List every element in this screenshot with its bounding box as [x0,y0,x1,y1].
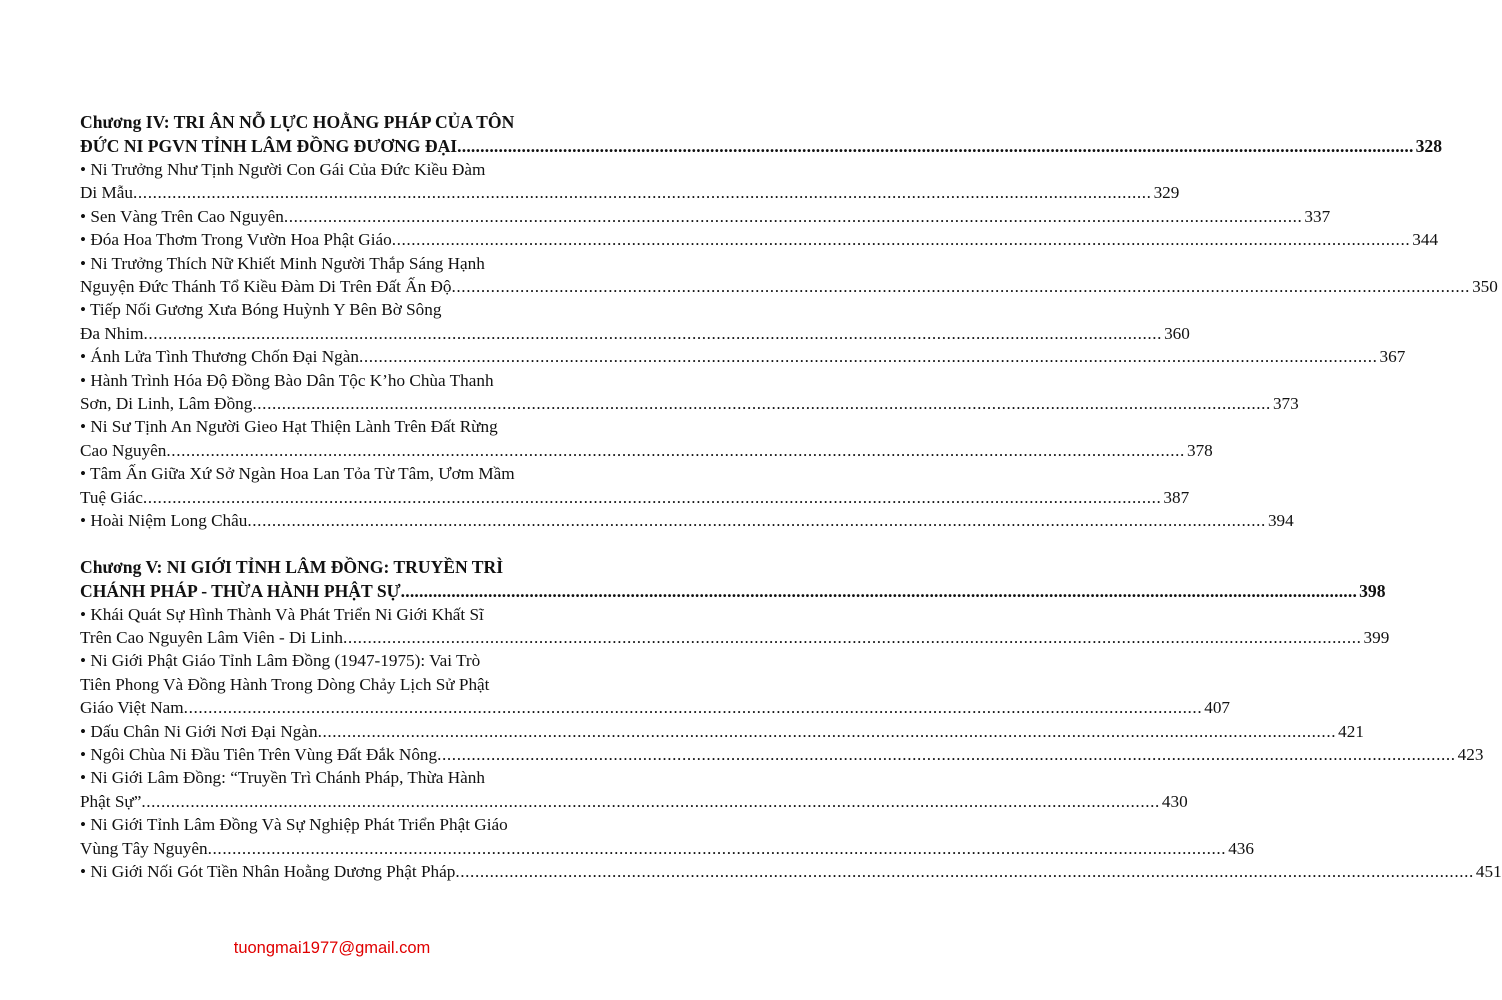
page-number: 328 [1415,136,1442,156]
toc-entry-text: Phật Sự” [80,791,142,811]
page-number: 344 [1412,230,1439,250]
toc-entry-line [80,275,1498,298]
chapter-title-line [80,579,1386,603]
toc-entry-line [80,790,1188,813]
toc-entry-line: • Ni Trưởng Thích Nữ Khiết Minh Người Thắp Sáng Hạnh [80,253,485,273]
page-number: 436 [1228,838,1254,858]
toc-entry[interactable] [80,603,1390,650]
toc-entry-text: Di Mẫu [80,183,133,203]
dot-leader [452,277,1471,296]
toc-entry-line [80,439,1213,462]
toc-entry-text: • Ni Giới Nối Gót Tiền Nhân Hoằng Dương Phật Pháp [80,861,456,881]
toc-entry[interactable] [80,813,1254,860]
toc-entry-text: • Đóa Hoa Thơm Trong Vườn Hoa Phật Giáo [80,230,392,250]
toc-entry-line [80,205,1331,228]
toc-entry-text: • Sen Vàng Trên Cao Nguyên [80,206,284,226]
toc-entry-line [80,228,1439,251]
toc-entry-line [80,860,1502,883]
page-number: 329 [1153,183,1180,203]
dot-leader [343,628,1362,647]
dot-leader [144,324,1163,343]
toc-entry[interactable] [80,158,1180,205]
chapter-title-text: CHÁNH PHÁP - THỪA HÀNH PHẬT SỰ [80,580,401,601]
toc-entry-text: • Dấu Chân Ni Giới Nơi Đại Ngàn [80,721,318,741]
dot-leader [252,394,1271,413]
toc-entry-line: • Ni Sư Tịnh An Người Gieo Hạt Thiện Lành Trên Đất Rừng [80,417,498,437]
toc-entry-text: • Ngôi Chùa Ni Đầu Tiên Trên Vùng Đất Đắk Nông [80,744,438,764]
toc-entry-line [80,743,1484,766]
page-number: 387 [1163,487,1190,507]
chapter-title-line: Chương IV: TRI ÂN NỖ LỰC HOẰNG PHÁP CỦA TÔN [80,112,515,132]
page-number: 451 [1475,861,1502,881]
toc-entry-text: Đa Nhim [80,323,144,343]
toc-entry-text: Nguyện Đức Thánh Tổ Kiều Đàm Di Trên Đất Ấn Độ [80,277,452,297]
dot-leader [143,488,1162,507]
toc-entry[interactable] [80,462,1190,509]
toc-chapter [80,110,1498,533]
page-number: 430 [1161,791,1188,811]
toc-entry[interactable] [80,228,1439,251]
table-of-contents [80,98,1502,883]
page-number: 407 [1204,698,1231,718]
toc-entry-line: Tiên Phong Và Đồng Hành Trong Dòng Chảy Lịch Sử Phật [80,674,490,694]
toc-entry-line [80,696,1231,719]
toc-entry[interactable] [80,860,1502,883]
toc-entry[interactable] [80,509,1294,532]
toc-entry[interactable] [80,252,1498,299]
toc-entry-text: Giáo Việt Nam [80,698,184,718]
dot-leader [184,698,1203,717]
toc-entry-line: • Ni Giới Tỉnh Lâm Đồng Và Sự Nghiệp Phát Triển Phật Giáo [80,815,508,835]
toc-entry-line [80,509,1294,532]
toc-entry-line [80,392,1299,415]
toc-entry-line [80,322,1190,345]
dot-leader [437,745,1456,764]
chapter-title-text: ĐỨC NI PGVN TỈNH LÂM ĐỒNG ĐƯƠNG ĐẠI [80,136,458,156]
page-number: 421 [1338,721,1364,741]
toc-entry[interactable] [80,205,1331,228]
toc-entry-line: • Ni Giới Lâm Đồng: “Truyền Trì Chánh Pháp, Thừa Hành [80,768,485,788]
toc-entry-line: • Ni Giới Phật Giáo Tỉnh Lâm Đồng (1947-1975): Vai Trò [80,651,481,671]
page-number: 423 [1457,744,1484,764]
toc-entry[interactable] [80,649,1231,719]
page-number: 350 [1472,277,1498,297]
page-number: 367 [1379,347,1406,367]
dot-leader [208,839,1227,858]
toc-entry-line [80,345,1406,368]
toc-entry-line: • Ni Trưởng Như Tịnh Người Con Gái Của Đức Kiều Đàm [80,160,486,179]
toc-entry[interactable] [80,720,1364,743]
chapter-title-line: Chương V: NI GIỚI TỈNH LÂM ĐỒNG: TRUYỀN TRÌ [80,556,504,577]
toc-entry[interactable] [80,415,1213,462]
dot-leader [133,183,1152,202]
toc-entry-text: • Hoài Niệm Long Châu [80,511,248,531]
toc-entry-text: Tuệ Giác [80,487,143,507]
page-number: 399 [1363,627,1390,647]
page-number: 337 [1304,206,1331,226]
toc-entry[interactable] [80,345,1406,368]
dot-leader [359,347,1378,366]
dot-leader [141,792,1160,811]
toc-entry-text: • Ánh Lửa Tình Thương Chốn Đại Ngàn [80,347,359,367]
toc-entry-text: Sơn, Di Linh, Lâm Đồng [80,394,253,414]
dot-leader [166,441,1185,460]
page-number: 378 [1186,440,1213,460]
toc-entry[interactable] [80,298,1190,345]
dot-leader [457,136,1413,156]
toc-entry[interactable] [80,369,1299,416]
toc-entry[interactable] [80,743,1484,766]
toc-entry-line [80,486,1190,509]
dot-leader [247,511,1266,530]
toc-entry-text: Cao Nguyên [80,440,167,460]
toc-entry-line [80,720,1364,743]
dot-leader [455,862,1474,881]
footer-email: tuongmai1977@gmail.com [233,939,431,957]
toc-entry-line: • Khái Quát Sự Hình Thành Và Phát Triển Ni Giới Khất Sĩ [80,604,484,624]
dot-leader [392,230,1411,249]
chapter-title-line [80,134,1442,158]
page-number: 398 [1359,580,1386,601]
toc-entry-line: • Hành Trình Hóa Độ Đồng Bào Dân Tộc K’ho Chùa Thanh [80,370,494,390]
toc-entry-line [80,837,1254,860]
toc-entry[interactable] [80,766,1188,813]
toc-entry-text: Vùng Tây Nguyên [80,838,208,858]
page-number: 394 [1267,511,1294,531]
page-number: 373 [1272,394,1299,414]
toc-chapter [80,555,1502,884]
dot-leader [318,722,1337,741]
dot-leader [284,207,1303,226]
toc-entry-line: • Tâm Ấn Giữa Xứ Sở Ngàn Hoa Lan Tỏa Từ Tâm, Ươm Mầm [80,464,515,484]
toc-entry-line [80,626,1390,649]
page-number: 360 [1164,323,1190,343]
chapter-title [80,555,1386,603]
toc-entry-text: Trên Cao Nguyên Lâm Viên - Di Linh [80,627,343,647]
toc-entry-line: • Tiếp Nối Gương Xưa Bóng Huỳnh Y Bên Bờ Sông [80,300,442,320]
dot-leader [401,581,1357,601]
toc-entry-line [80,181,1180,204]
chapter-title [80,110,1442,158]
